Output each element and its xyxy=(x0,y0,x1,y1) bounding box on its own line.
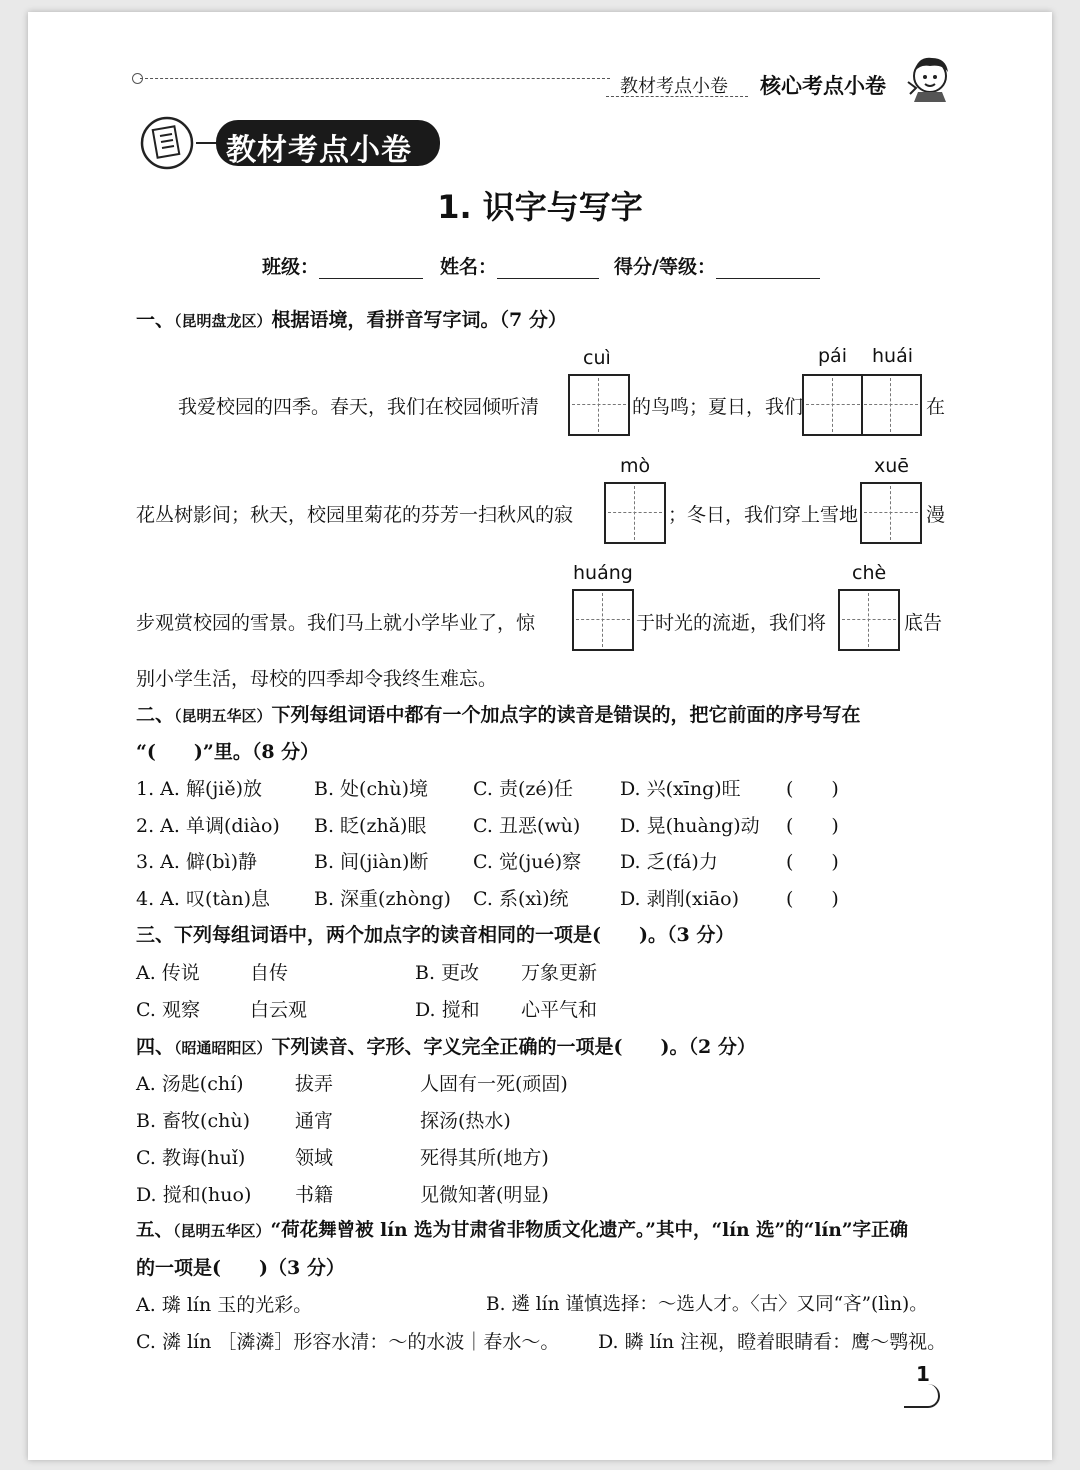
question-3-heading: 三、下列每组词语中，两个加点字的读音相同的一项是( )。（3 分） xyxy=(136,924,735,946)
q3-option-c-word2: 白云观 xyxy=(250,999,308,1021)
question-2-heading: 二、（昆明五华区）下列每组词语中都有一个加点字的读音是错误的，把它前面的序号写在 xyxy=(136,704,861,726)
q2-row-2-answer[interactable]: ( ) xyxy=(786,815,839,837)
q2-row-3-answer[interactable]: ( ) xyxy=(786,851,839,873)
q4-row-a-3: 人固有一死(顽固) xyxy=(420,1073,568,1095)
pinyin-pai: pái xyxy=(818,345,847,367)
q2-row-3-d: D. 乏(fá)力 xyxy=(620,851,718,873)
pinyin-huai: huái xyxy=(872,345,914,367)
writing-box-che[interactable] xyxy=(838,589,900,651)
q4-row-b-3: 探汤(热水) xyxy=(420,1110,511,1132)
q3-option-d-word1: D. 搅和 xyxy=(415,999,480,1021)
q2-row-4-d: D. 剥削(xiāo) xyxy=(620,888,740,910)
name-blank[interactable] xyxy=(497,258,599,279)
q1-line3-text-a: 步观赏校园的雪景。我们马上就小学毕业了，惊 xyxy=(136,612,536,634)
q2-row-1-d: D. 兴(xīng)旺 xyxy=(620,778,741,800)
q4-row-d-2: 书籍 xyxy=(295,1184,334,1206)
pinyin-huang: huáng xyxy=(573,562,633,584)
q4-row-a-2: 拔弄 xyxy=(295,1073,334,1095)
page-title: 1. 识字与写字 xyxy=(437,188,643,226)
q4-row-a-1: A. 汤匙(chí) xyxy=(136,1073,244,1095)
score-blank[interactable] xyxy=(716,258,820,279)
q2-row-2-a: 2. A. 单调(diào) xyxy=(136,815,280,837)
header-tab-underline xyxy=(606,96,748,97)
q1-line4-text: 别小学生活，母校的四季却令我终生难忘。 xyxy=(136,668,498,690)
q3-option-a-word2: 自传 xyxy=(250,962,289,984)
q2-row-3-a: 3. A. 僻(bì)静 xyxy=(136,851,258,873)
q5-option-b: B. 遴 lín 谨慎选择：～选人才。〈古〉又同“吝”(lìn)。 xyxy=(486,1294,928,1315)
q2-row-1-answer[interactable]: ( ) xyxy=(786,778,839,800)
writing-box-paihuai[interactable] xyxy=(802,374,922,436)
q2-row-3-b: B. 间(jiàn)断 xyxy=(314,851,429,873)
page-number: 1 xyxy=(916,1362,930,1386)
q3-option-a-word1: A. 传说 xyxy=(136,962,200,984)
q4-row-d-1: D. 搅和(huo) xyxy=(136,1184,252,1206)
page-number-tab xyxy=(904,1384,940,1408)
class-field: 班级： xyxy=(262,252,423,279)
q1-line1-text-c: 在 xyxy=(926,396,946,418)
pinyin-cui: cuì xyxy=(583,347,611,369)
q1-line1-text-a: 我爱校园的四季。春天，我们在校园倾听清 xyxy=(178,396,540,418)
question-2-heading-cont: “( )”里。（8 分） xyxy=(136,741,320,763)
q4-row-b-1: B. 畜牧(chù) xyxy=(136,1110,250,1132)
writing-box-cui[interactable] xyxy=(568,374,630,436)
q3-option-b-word2: 万象更新 xyxy=(521,962,598,984)
question-1-heading: 一、（昆明盘龙区）根据语境，看拼音写字词。（7 分） xyxy=(136,309,567,331)
question-4-heading: 四、（昭通昭阳区）下列读音、字形、字义完全正确的一项是( )。（2 分） xyxy=(136,1036,756,1058)
worksheet-page xyxy=(28,12,1052,1460)
q1-line3-text-b: 于时光的流逝，我们将 xyxy=(636,612,827,634)
q4-row-b-2: 通宵 xyxy=(295,1110,334,1132)
q5-option-a: A. 璘 lín 玉的光彩。 xyxy=(136,1294,313,1316)
q5-option-c: C. 潾 lín ［潾潾］形容水清：～的水波｜春水～。 xyxy=(136,1331,560,1353)
writing-box-huang[interactable] xyxy=(572,589,634,651)
q4-row-c-1: C. 教诲(huǐ) xyxy=(136,1147,246,1169)
q4-row-c-3: 死得其所(地方) xyxy=(420,1147,549,1169)
writing-box-mo[interactable] xyxy=(604,482,666,544)
score-field: 得分/等级： xyxy=(614,252,820,279)
q1-line2-text-c: 漫 xyxy=(926,504,946,526)
q2-row-1-a: 1. A. 解(jiě)放 xyxy=(136,778,263,800)
q2-row-4-answer[interactable]: ( ) xyxy=(786,888,839,910)
q2-row-1-b: B. 处(chù)境 xyxy=(314,778,428,800)
q2-row-4-c: C. 系(xì)统 xyxy=(473,888,569,910)
q1-line2-text-b: ；冬日，我们穿上雪地 xyxy=(668,504,859,526)
q3-option-c-word1: C. 观察 xyxy=(136,999,200,1021)
q5-option-d: D. 瞵 lín 注视，瞪着眼睛看：鹰～鹗视。 xyxy=(598,1331,947,1353)
writing-box-xue[interactable] xyxy=(860,482,922,544)
name-field: 姓名： xyxy=(440,252,599,279)
header-tab-textbook: 教材考点小卷 xyxy=(620,76,728,97)
section-badge: 教材考点小卷 xyxy=(216,120,440,166)
q1-line1-text-b: 的鸟鸣；夏日，我们 xyxy=(632,396,804,418)
q2-row-1-c: C. 责(zé)任 xyxy=(473,778,574,800)
boy-mascot-icon xyxy=(898,52,958,102)
q2-row-2-b: B. 眨(zhǎ)眼 xyxy=(314,815,427,837)
q1-line2-text-a: 花丛树影间；秋天，校园里菊花的芬芳一扫秋风的寂 xyxy=(136,504,574,526)
pinyin-mo: mò xyxy=(620,455,651,477)
q2-row-4-a: 4. A. 叹(tàn)息 xyxy=(136,888,270,910)
q1-line3-text-c: 底告 xyxy=(904,612,943,634)
q3-option-b-word1: B. 更改 xyxy=(415,962,480,984)
q2-row-2-d: D. 晃(huàng)动 xyxy=(620,815,760,837)
q2-row-3-c: C. 觉(jué)察 xyxy=(473,851,582,873)
class-blank[interactable] xyxy=(319,258,423,279)
q4-row-c-2: 领域 xyxy=(295,1147,334,1169)
exam-paper-icon xyxy=(140,116,196,170)
q3-option-d-word2: 心平气和 xyxy=(521,999,598,1021)
pinyin-xue: xuē xyxy=(874,455,909,477)
question-5-heading-cont: 的一项是( )（3 分） xyxy=(136,1257,345,1279)
header-dashed-line xyxy=(140,78,610,79)
q2-row-4-b: B. 深重(zhòng) xyxy=(314,888,451,910)
badge-connector xyxy=(196,142,218,144)
q4-row-d-3: 见微知著(明显) xyxy=(420,1184,549,1206)
q2-row-2-c: C. 丑恶(wù) xyxy=(473,815,581,837)
header-tab-core: 核心考点小卷 xyxy=(760,74,886,98)
pinyin-che: chè xyxy=(852,562,887,584)
question-5-heading: 五、（昆明五华区）“荷花舞曾被 lín 选为甘肃省非物质文化遗产。”其中，“lín 选”的“lín”字正确 xyxy=(136,1220,908,1241)
